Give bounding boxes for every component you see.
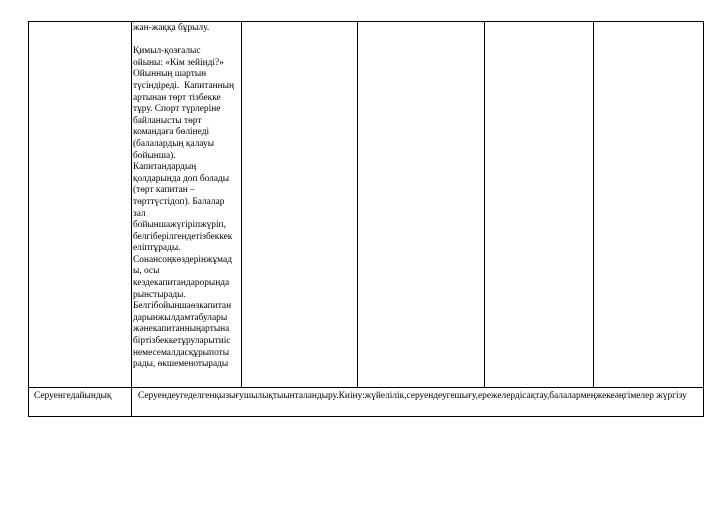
activity-line: ы, осы	[133, 266, 160, 277]
activity-line: Сонансоңкөздерінжұмад	[133, 254, 232, 265]
walk-preparation-text: Серуендеугеделгенқызығушылықтыынталандыру.Киіну:жүйелілік,серуендеугешығу,ережелердісақтау,балалармеңжекеәңгімелер жүргізу	[138, 391, 687, 401]
activity-line: байланысты төрт	[133, 115, 202, 126]
table-col-divider-4	[484, 21, 485, 388]
table-border-top	[28, 21, 704, 22]
table-col-divider-1	[131, 21, 132, 417]
activity-line: зал	[133, 208, 146, 219]
table-border-right	[703, 21, 704, 417]
table-col-divider-2	[241, 21, 242, 388]
activity-line: Белгібойыншаөзкапитан	[133, 301, 232, 312]
activity-line: Ойынның шартын	[133, 69, 207, 80]
walk-preparation-label: Серуенгедайындық	[34, 391, 112, 401]
table-col-divider-3	[357, 21, 358, 388]
activity-cell-text	[133, 23, 234, 371]
activity-line: рынстырады.	[133, 289, 186, 300]
activity-line: немесемалдасқұрыпоты	[133, 347, 230, 358]
table-row-divider	[28, 387, 704, 388]
activity-line: (балалардың қалауы	[133, 138, 215, 149]
table-border-bottom	[28, 416, 704, 417]
activity-line: командаға бөлінеді	[133, 127, 210, 138]
activity-line: бойынша).	[133, 150, 176, 161]
activity-line: бойыншажүгіріпжүріп,	[133, 220, 226, 231]
activity-line: Қимыл-қозғалыс	[133, 46, 201, 57]
activity-line: кездекапитандарорында	[133, 278, 230, 289]
activity-line: қолдарында доп болады	[133, 173, 230, 184]
activity-line: тұру. Спорт түрлеріне	[133, 104, 221, 115]
table-col-divider-5	[593, 21, 594, 388]
table-border-left	[28, 21, 29, 417]
activity-line: жан-жаққа бұрылу.	[133, 23, 210, 33]
activity-line: белгіберілгендетізбеккек	[133, 231, 233, 242]
activity-line: жәнекапитанныңартына	[133, 324, 230, 335]
activity-line: (төрт капитан –	[133, 185, 195, 196]
activity-line: біртізбеккетұруларытиіс	[133, 336, 231, 347]
activity-line	[133, 35, 234, 47]
activity-line: дарынжылдамтабулары	[133, 312, 228, 323]
activity-line: рады, өкшеменотырады	[133, 359, 229, 370]
activity-line: Капитандардың	[133, 162, 197, 173]
activity-line: түсіндіреді. Капитанның	[133, 80, 234, 91]
activity-line: төрттүстідоп). Балалар	[133, 196, 225, 207]
activity-line: ойыны: «Кім зейінді?»	[133, 57, 224, 68]
activity-line: еліптұрады.	[133, 243, 181, 254]
activity-line: артынан төрт тізбекке	[133, 92, 221, 103]
